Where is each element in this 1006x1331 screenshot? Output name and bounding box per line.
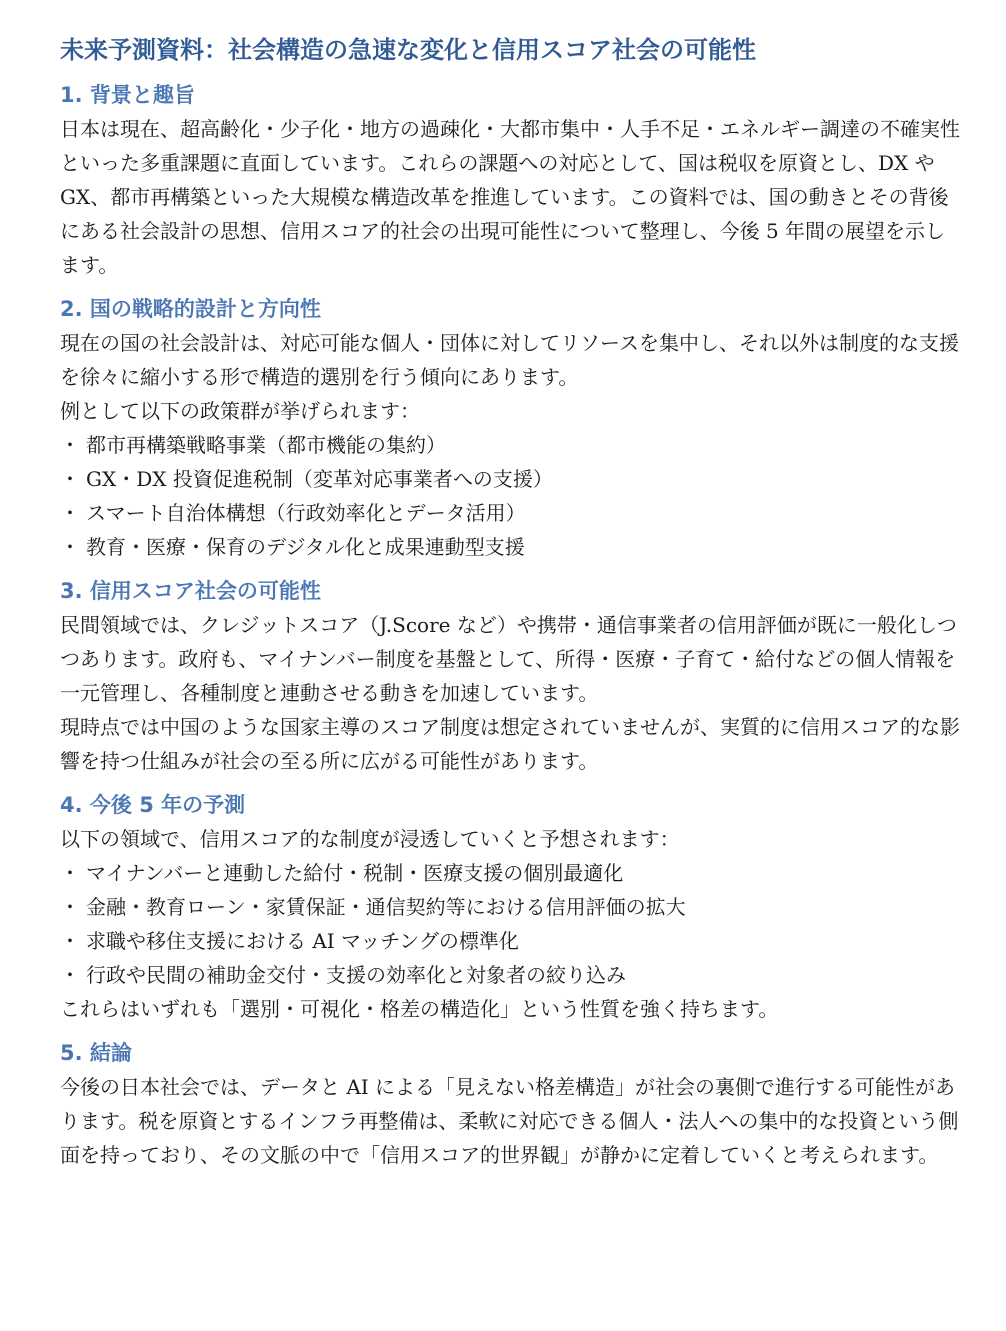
bullet-marker: ・ bbox=[60, 895, 80, 919]
list-item-text: マイナンバーと連動した給付・税制・医療支援の個別最適化 bbox=[86, 861, 624, 885]
section-closing: これらはいずれも「選別・可視化・格差の構造化」という性質を強く持ちます。 bbox=[60, 997, 779, 1021]
section-forecast bbox=[60, 788, 960, 1026]
section-background bbox=[60, 78, 960, 282]
list-item-text: 都市再構築戦略事業（都市機能の集約） bbox=[86, 433, 446, 457]
list-item bbox=[60, 890, 960, 924]
section-paragraph: 今後の日本社会では、データと AI による「見えない格差構造」が社会の裏側で進行する可能性があります。税を原資とするインフラ再整備は、柔軟に対応できる個人・法人への集中的な投資という側面を持っており、その文脈の中で「信用スコア的世界観」が静かに定着していくと考えられます。 bbox=[60, 1075, 959, 1167]
section-heading: 2. 国の戦略的設計と方向性 bbox=[60, 297, 321, 321]
section-heading: 4. 今後 5 年の予測 bbox=[60, 793, 246, 817]
section-conclusion bbox=[60, 1036, 960, 1172]
section-heading: 3. 信用スコア社会の可能性 bbox=[60, 579, 321, 603]
section-paragraph: 以下の領域で、信用スコア的な制度が浸透していくと予想されます： bbox=[60, 827, 680, 851]
list-item-text: 金融・教育ローン・家賃保証・通信契約等における信用評価の拡大 bbox=[86, 895, 686, 919]
list-item bbox=[60, 428, 960, 462]
document-title: 未来予測資料：社会構造の急速な変化と信用スコア社会の可能性 bbox=[60, 36, 756, 64]
section-paragraph: 日本は現在、超高齢化・少子化・地方の過疎化・大都市集中・人手不足・エネルギー調達の不確実性といった多重課題に直面しています。これらの課題への対応として、国は税収を原資とし、DX や GX、都市再構築といった大規模な構造改革を推進しています。この資料では、国の動きとその背後にある社会設計の思想、信用スコア的社会の出現可能性について整理し、今後 5 年間の展望を示します。 bbox=[60, 117, 960, 277]
forecast-list bbox=[60, 856, 960, 992]
list-item-text: 行政や民間の補助金交付・支援の効率化と対象者の絞り込み bbox=[86, 963, 626, 987]
list-item bbox=[60, 958, 960, 992]
list-item bbox=[60, 462, 960, 496]
list-item bbox=[60, 856, 960, 890]
list-item-text: スマート自治体構想（行政効率化とデータ活用） bbox=[86, 501, 526, 525]
bullet-marker: ・ bbox=[60, 963, 80, 987]
bullet-marker: ・ bbox=[60, 467, 80, 491]
section-paragraph: 例として以下の政策群が挙げられます： bbox=[60, 399, 420, 423]
list-item-text: 求職や移住支援における AI マッチングの標準化 bbox=[86, 929, 519, 953]
bullet-marker: ・ bbox=[60, 861, 80, 885]
section-paragraph: 民間領域では、クレジットスコア（J.Score など）や携帯・通信事業者の信用評価が既に一般化しつつあります。政府も、マイナンバー制度を基盤として、所得・医療・子育て・給付などの個人情報を一元管理し、各種制度と連動させる動きを加速しています。 bbox=[60, 613, 957, 705]
document-page bbox=[60, 30, 960, 1182]
policy-list bbox=[60, 428, 960, 564]
section-paragraph: 現時点では中国のような国家主導のスコア制度は想定されていませんが、実質的に信用スコア的な影響を持つ仕組みが社会の至る所に広がる可能性があります。 bbox=[60, 715, 960, 773]
list-item bbox=[60, 924, 960, 958]
section-credit-score bbox=[60, 574, 960, 778]
bullet-marker: ・ bbox=[60, 501, 80, 525]
list-item bbox=[60, 496, 960, 530]
bullet-marker: ・ bbox=[60, 433, 80, 457]
bullet-marker: ・ bbox=[60, 929, 80, 953]
bullet-marker: ・ bbox=[60, 535, 80, 559]
section-heading: 5. 結論 bbox=[60, 1041, 132, 1065]
section-strategy bbox=[60, 292, 960, 564]
section-paragraph: 現在の国の社会設計は、対応可能な個人・団体に対してリソースを集中し、それ以外は制度的な支援を徐々に縮小する形で構造的選別を行う傾向にあります。 bbox=[60, 331, 959, 389]
list-item-text: 教育・医療・保育のデジタル化と成果連動型支援 bbox=[86, 535, 525, 559]
list-item-text: GX・DX 投資促進税制（変革対応事業者への支援） bbox=[86, 467, 553, 491]
section-heading: 1. 背景と趣旨 bbox=[60, 83, 195, 107]
list-item bbox=[60, 530, 960, 564]
